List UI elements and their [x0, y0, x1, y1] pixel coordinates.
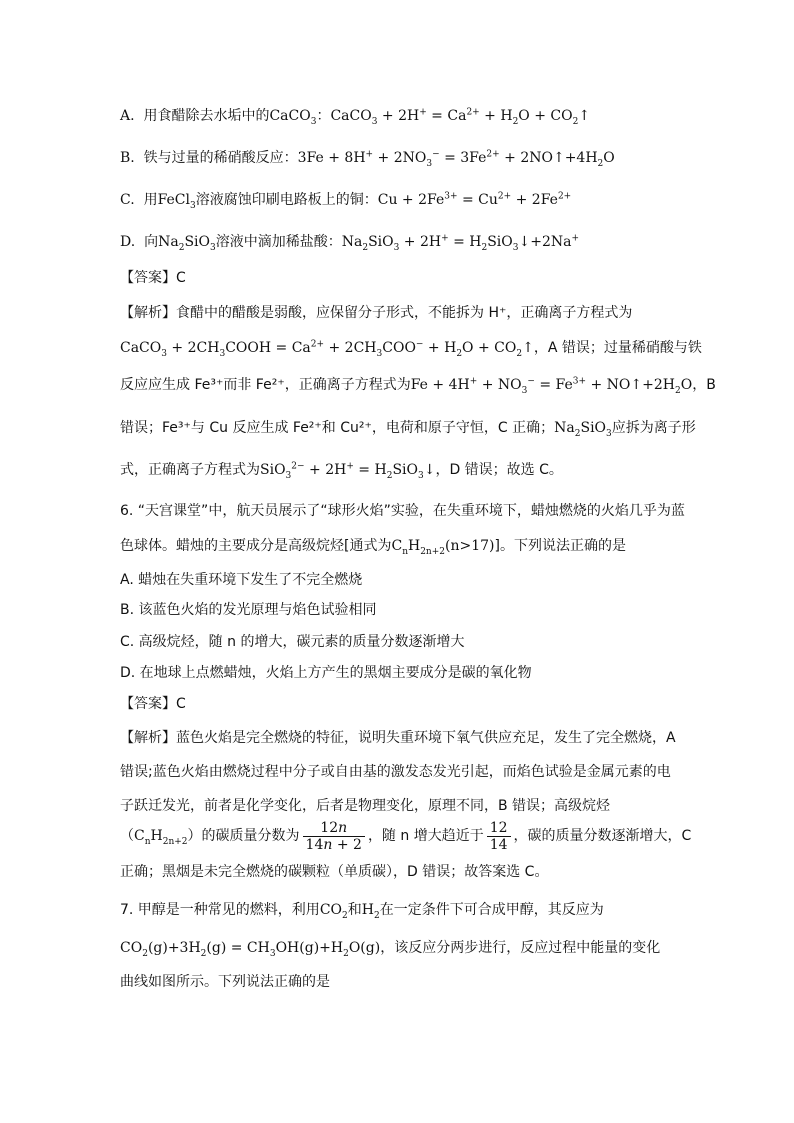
option-d: D. 向$Na_2SiO_3$溶液中滴加稀盐酸：$Na_2SiO_3 + 2H^+$ = $H_2SiO_3↓+2Na^+$ — [120, 233, 580, 253]
q7-stem-line2: $CO_2(g)+3H_2(g) = CH_3OH(g)+H_2O(g)$，该反应分两步进行，反应过程中能量的变化 — [120, 940, 661, 959]
stem-text: ]。下列说法正确的是 — [494, 538, 626, 554]
fraction-mass: $\frac{12n}{14n + 2}$ — [303, 820, 365, 853]
explanation-text: ，碳的质量分数逐渐增大，C — [513, 828, 692, 844]
q6-stem-line1: 6. “天宫课堂”中，航天员展示了“球形火焰”实验，在失重环境下，蜡烛燃烧的火焰几乎为蓝 — [120, 503, 685, 519]
stem-text: ，该反应分两步进行，反应过程中能量的变化 — [380, 940, 661, 956]
explanation-text: ，随 n 增大趋近于 — [367, 828, 484, 844]
stem-text: 和 — [347, 902, 362, 918]
q6-option-b: B. 该蓝色火焰的发光原理与焰色试验相同 — [120, 602, 377, 618]
explanation-text: ，B — [692, 377, 716, 393]
stem-text: 色球体。蜡烛的主要成分是高级烷烃[通式为 — [120, 538, 392, 554]
option-c-text1: 用 — [143, 192, 158, 208]
explanation-text: 反应应生成 Fe³⁺而非 Fe²⁺，正确离子方程式为 — [120, 377, 411, 393]
q6-explanation-line4: $(C_nH_{2n+2})$的碳质量分数为 $\frac{12n}{14n + 2}$ ，随 n 增大趋近于 $\frac{12}{14}$ ，碳的质量分数逐渐增大，C — [120, 819, 692, 853]
explanation-text: 食醋中的醋酸是弱酸，应保留分子形式，不能拆为 H⁺，正确离子方程式为 — [176, 305, 633, 321]
explanation-text: 应拆为离子形 — [611, 420, 696, 436]
fraction-limit: $\frac{12}{14}$ — [487, 820, 511, 853]
q6-option-a: A. 蜡烛在失重环境下发生了不完全燃烧 — [120, 572, 363, 588]
stem-text: 7. 甲醇是一种常见的燃料，利用 — [120, 902, 320, 918]
q6-answer: 【答案】C — [120, 696, 186, 712]
option-c-label: C. — [120, 192, 135, 208]
option-d-text1: 向 — [144, 234, 159, 250]
q5-explanation-line1 — [120, 303, 632, 323]
q6-explanation-line3: 子跃迁发光，前者是化学变化，后者是物理变化，原理不同，B 错误；高级烷烃 — [120, 798, 611, 814]
q7-stem-line3: 曲线如图所示。下列说法正确的是 — [120, 974, 330, 990]
option-a: A. 用食醋除去水垢中的CaCO$_3$：CaCO$_3$ + $2H^+ = Ca^{2+} + H_2O$ + $CO_2↑$ — [120, 107, 591, 127]
option-a-text: 用食醋除去水垢中的 — [143, 108, 270, 124]
q6-stem-line2: 色球体。蜡烛的主要成分是高级烷烃[通式为$C_nH_{2n+2}(n>17)$]。下列说法正确的是 — [120, 538, 626, 557]
q5-explanation-line5: 式，正确离子方程式为$SiO_3^{2-} + 2H^+ = H_2SiO_3↓$，D 错误；故选 C。 — [120, 461, 563, 481]
explanation-tag: 【解析】 — [120, 305, 176, 321]
q6-option-c: C. 高级烷烃，随 n 的增大，碳元素的质量分数逐渐增大 — [120, 634, 465, 650]
q7-stem-line1: 7. 甲醇是一种常见的燃料，利用$CO_2$和$H_2$在一定条件下可合成甲醇，其反应为 — [120, 902, 604, 921]
q6-option-d: D. 在地球上点燃蜡烛，火焰上方产生的黑烟主要成分是碳的氧化物 — [120, 665, 532, 681]
q6-explanation-line5: 正确；黑烟是未完全燃烧的碳颗粒（单质碳），D 错误；故答案选 C。 — [120, 864, 549, 880]
option-a-label: A. — [120, 108, 135, 124]
option-d-text2: 溶液中滴加稀盐酸： — [215, 234, 342, 250]
stem-text: 在一定条件下可合成甲醇，其反应为 — [379, 902, 604, 918]
explanation-tag: 【解析】 — [120, 730, 176, 746]
q6-explanation-line2: 错误;蓝色火焰由燃烧过程中分子或自由基的激发态发光引起，而焰色试验是金属元素的电 — [120, 764, 671, 780]
q5-explanation-line2: CaCO$_3$ + $2CH_3COOH = Ca^{2+} + 2CH_3COO^- + H_2O$ + $CO_2↑$，A 错误；过量稀硝酸与铁 — [120, 339, 702, 359]
explanation-text: 式，正确离子方程式为 — [120, 462, 260, 478]
q5-answer: 【答案】C — [120, 270, 186, 286]
q6-explanation-line1 — [120, 728, 676, 748]
option-c: C. 用FeCl$_3$溶液腐蚀印刷电路板上的铜：$Cu + 2Fe^{3+} = Cu^{2+} + 2Fe^{2+}$ — [120, 191, 572, 211]
option-b-label: B. — [120, 150, 135, 166]
explanation-text: 错误；Fe³⁺与 Cu 反应生成 Fe²⁺和 Cu²⁺，电荷和原子守恒，C 正确； — [120, 420, 555, 436]
explanation-text: 蓝色火焰是完全燃烧的特征，说明失重环境下氧气供应充足，发生了完全燃烧，A — [176, 730, 676, 746]
option-b-text: 铁与过量的稀硝酸反应： — [143, 150, 298, 166]
option-c-text2: 溶液腐蚀印刷电路板上的铜： — [195, 192, 378, 208]
explanation-text: 的碳质量分数为 — [201, 828, 300, 844]
option-b: B. 铁与过量的稀硝酸反应：$3Fe + 8H^+ + 2NO_3^- = 3Fe^{2+}$ + $2NO↑+4H_2O$ — [120, 149, 615, 169]
explanation-text: ，D 错误；故选 C。 — [435, 462, 563, 478]
q5-explanation-line3: 反应应生成 Fe³⁺而非 Fe²⁺，正确离子方程式为$Fe + 4H^+ + NO_3^- = Fe^{3+}$ + $NO↑+2H_2O$，B — [120, 376, 716, 396]
option-d-label: D. — [120, 234, 136, 250]
q5-explanation-line4: 错误；Fe³⁺与 Cu 反应生成 Fe²⁺和 Cu²⁺，电荷和原子守恒，C 正确；$Na_2SiO_3$应拆为离子形 — [120, 420, 696, 439]
explanation-text: ，A 错误；过量稀硝酸与铁 — [533, 340, 702, 356]
